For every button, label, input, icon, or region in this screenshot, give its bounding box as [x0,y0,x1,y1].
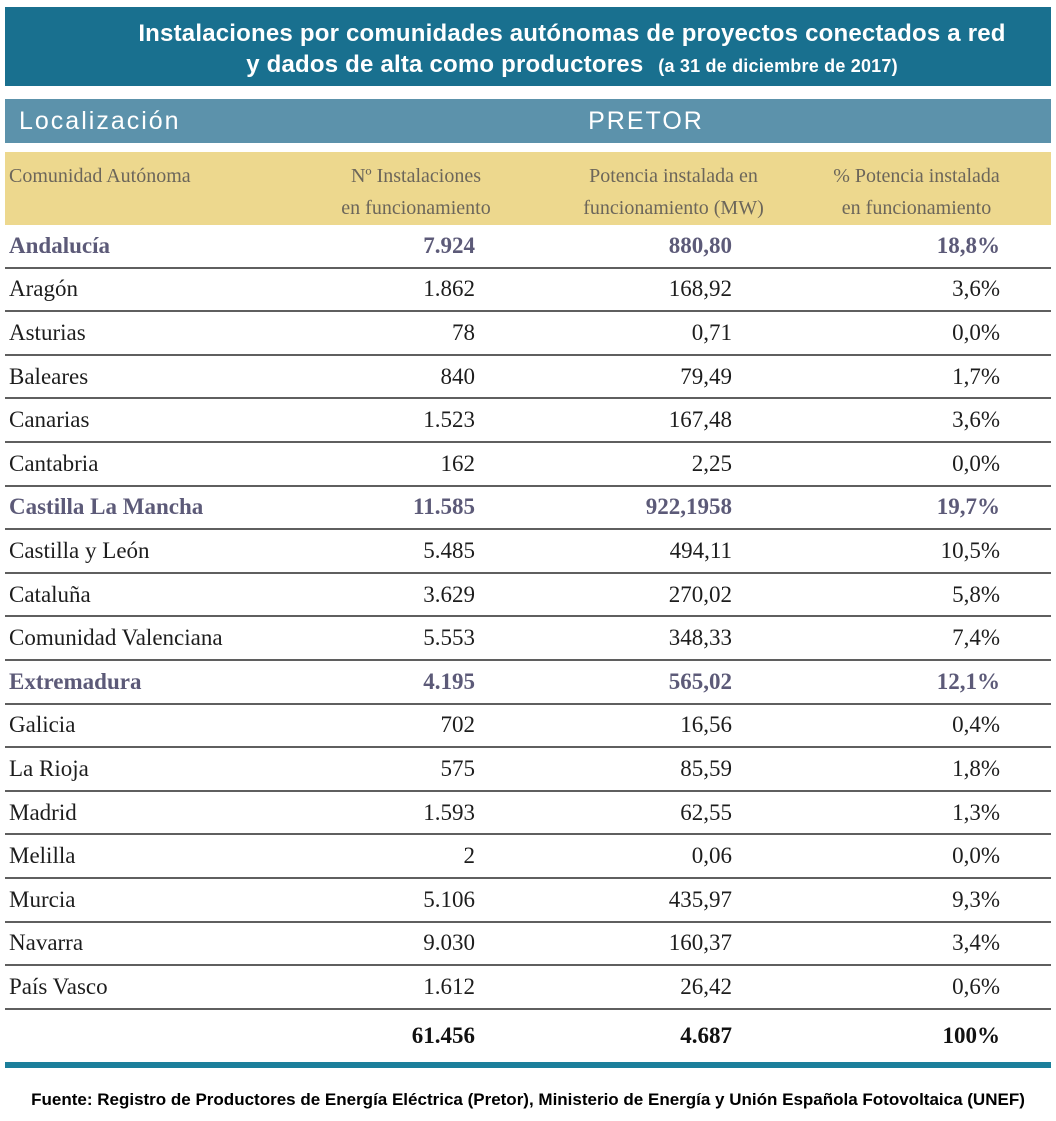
totals-porcentaje: 100% [942,1023,1000,1048]
totals-instalaciones: 61.456 [411,1023,475,1048]
cell-instalaciones: 7.924 [423,232,475,258]
cell-comunidad: Murcia [9,886,76,912]
cell-instalaciones: 162 [440,450,475,476]
report-title-line2-text: y dados de alta como productores [246,51,644,78]
cell-instalaciones: 2 [463,843,475,869]
cell-potencia: 922,1958 [645,494,732,520]
column-header-instalaciones [305,152,565,225]
table-row [5,574,1051,618]
cell-instalaciones: 840 [440,363,475,389]
title-banner [5,7,1051,86]
column-header-comunidad [5,152,305,225]
cell-instalaciones: 78 [452,319,475,345]
cell-instalaciones: 9.030 [423,930,475,956]
cell-instalaciones: 11.585 [413,494,475,520]
totals-row [5,1010,1051,1062]
cell-potencia: 62,55 [680,799,732,825]
cell-porcentaje: 18,8% [936,232,1000,258]
cell-porcentaje: 0,4% [952,712,1000,738]
report-date-note: (a 31 de diciembre de 2017) [658,56,898,76]
cell-instalaciones: 702 [440,712,475,738]
table-row [5,487,1051,531]
cell-potencia: 348,33 [668,625,732,651]
cell-potencia: 160,37 [668,930,732,956]
cell-porcentaje: 0,0% [952,450,1000,476]
report-title-line1: Instalaciones por comunidades autónomas de proyectos conectados a red [138,20,1006,47]
cell-instalaciones: 1.862 [423,276,475,302]
cell-porcentaje: 10,5% [940,537,1000,563]
cell-comunidad: Castilla La Mancha [9,494,204,520]
table-row [5,879,1051,923]
cell-comunidad: Melilla [9,843,76,869]
column-header-porcentaje [820,152,1051,225]
cell-comunidad: Castilla y León [9,537,150,563]
cell-porcentaje: 0,0% [952,843,1000,869]
cell-comunidad: Extremadura [9,668,142,694]
cell-porcentaje: 0,6% [952,973,1000,999]
cell-potencia: 16,56 [680,712,732,738]
table-row [5,356,1051,400]
source-note: Fuente: Registro de Productores de Energía Eléctrica (Pretor), Ministerio de Energía y Unión Española Fotovoltaica (UNEF) [31,1090,1025,1109]
cell-instalaciones: 575 [440,755,475,781]
cell-instalaciones: 5.553 [423,625,475,651]
column-header-potencia [565,152,820,225]
cell-porcentaje: 0,0% [952,319,1000,345]
cell-porcentaje: 5,8% [952,581,1000,607]
cell-porcentaje: 3,4% [952,930,1000,956]
cell-porcentaje: 1,8% [952,755,1000,781]
cell-comunidad: Baleares [9,363,89,389]
cell-instalaciones: 1.523 [423,407,475,433]
column-header-porcentaje-line2: en funcionamiento [841,197,992,219]
cell-comunidad: Madrid [9,799,77,825]
cell-potencia: 565,02 [668,668,732,694]
cell-potencia: 0,71 [691,319,732,345]
cell-porcentaje: 3,6% [952,407,1000,433]
cell-potencia: 2,25 [691,450,732,476]
cell-comunidad: Aragón [9,276,78,302]
cell-potencia: 167,48 [668,407,732,433]
cell-comunidad: Navarra [9,930,84,956]
cell-porcentaje: 1,7% [952,363,1000,389]
bottom-rule [5,1062,1051,1068]
cell-instalaciones: 5.106 [423,886,475,912]
cell-instalaciones: 5.485 [423,537,475,563]
table-row [5,269,1051,313]
table-row [5,835,1051,879]
table-row [5,225,1051,269]
cell-porcentaje: 12,1% [936,668,1000,694]
table-row [5,530,1051,574]
table-row [5,792,1051,836]
table-row [5,661,1051,705]
cell-comunidad: Asturias [9,319,86,345]
cell-instalaciones: 1.612 [423,973,475,999]
localizacion-label: Localización [19,107,181,135]
table-row [5,705,1051,749]
column-header-potencia-line1: Potencia instalada en [589,165,758,187]
cell-comunidad: País Vasco [9,973,108,999]
column-header-instalaciones-line1: Nº Instalaciones [350,165,482,187]
cell-instalaciones: 4.195 [423,668,475,694]
cell-comunidad: Comunidad Valenciana [9,625,223,651]
table-body [5,225,1051,1010]
cell-potencia: 435,97 [668,886,732,912]
table-row [5,966,1051,1010]
section-band [5,99,1051,143]
cell-comunidad: Galicia [9,712,76,738]
column-header-potencia-line2: funcionamiento (MW) [583,197,764,219]
cell-potencia: 26,42 [680,973,732,999]
table-row [5,923,1051,967]
cell-comunidad: Canarias [9,407,90,433]
table-row [5,312,1051,356]
totals-potencia: 4.687 [680,1023,732,1048]
cell-porcentaje: 19,7% [936,494,1000,520]
table-row [5,399,1051,443]
cell-potencia: 79,49 [680,363,732,389]
report-title-line2 [101,49,1043,82]
pretor-label: PRETOR [588,107,704,135]
column-header-comunidad-line1: Comunidad Autónoma [9,165,191,187]
cell-potencia: 880,80 [668,232,732,258]
cell-porcentaje: 9,3% [952,886,1000,912]
cell-porcentaje: 3,6% [952,276,1000,302]
cell-potencia: 168,92 [668,276,732,302]
cell-instalaciones: 1.593 [423,799,475,825]
cell-comunidad: Andalucía [9,232,110,258]
cell-comunidad: Cataluña [9,581,91,607]
cell-potencia: 85,59 [680,755,732,781]
cell-potencia: 494,11 [669,537,732,563]
column-header-band [5,152,1051,225]
cell-comunidad: La Rioja [9,755,89,781]
cell-porcentaje: 1,3% [952,799,1000,825]
table-row [5,443,1051,487]
column-header-porcentaje-line1: % Potencia instalada [833,165,1000,187]
cell-instalaciones: 3.629 [423,581,475,607]
cell-potencia: 0,06 [691,843,732,869]
table-row [5,748,1051,792]
cell-comunidad: Cantabria [9,450,99,476]
column-header-instalaciones-line2: en funcionamiento [341,197,491,219]
table-row [5,617,1051,661]
cell-porcentaje: 7,4% [952,625,1000,651]
cell-potencia: 270,02 [668,581,732,607]
